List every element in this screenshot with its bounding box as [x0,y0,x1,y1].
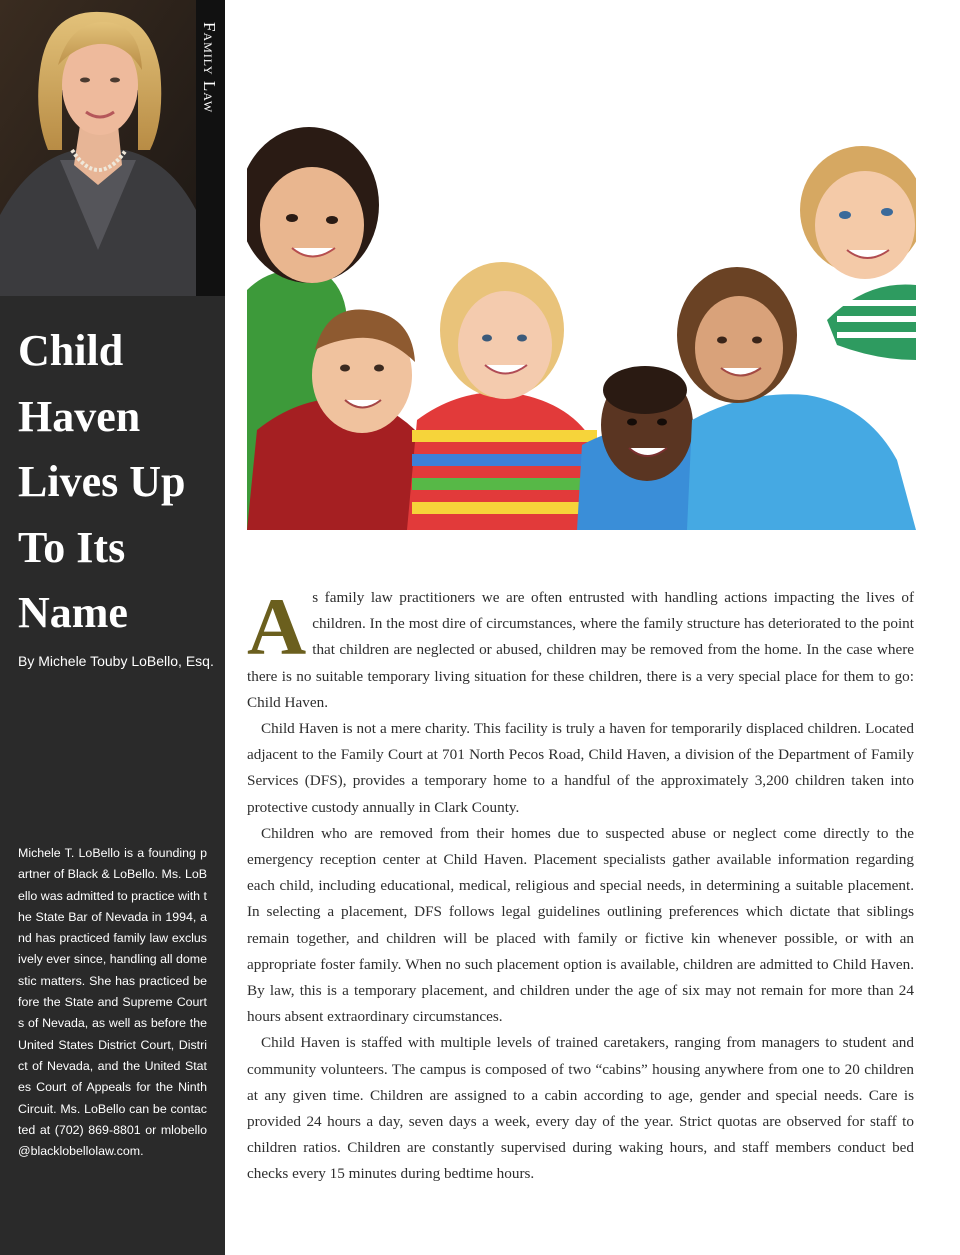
author-bio: Michele T. LoBello is a founding partner of Black & LoBello. Ms. LoBello was admitted to practice with the State Bar of Nevada in 1994, and has practiced family law exclusively ever since, handling all domestic matters. She has practiced before the State and Supreme Courts of Nevada, as well as before the United States District Court, District of Nevada, and the United States Court of Appeals for the Ninth Circuit. Ms. LoBello can be contacted at (702) 869-8801 or mlobello@blacklobellolaw.com. [18,846,207,1159]
drop-cap: A [247,581,307,672]
author-portrait [0,0,196,296]
headline-line: Haven [18,391,141,441]
paragraph-text: s family law practitioners we are often entrusted with handling actions impacting the lives of children. In the most dire of circumstances, where the family structure has deteriorated to the point that children are neglected or abused, children may be removed from the home. In the case where there is no suitable temporary living situation for these children, there is a very special place for them to go: Child Haven. [247,589,914,711]
section-tab [196,0,225,296]
headline-line: Name [18,588,128,637]
article-body [247,581,914,1188]
article-paragraph-1 [247,581,914,716]
article-paragraph-2: Child Haven is not a mere charity. This facility is truly a haven for temporarily displaced children. Located adjacent to the Family Court at 701 North Pecos Road, Child Haven, a division of the Department of Family Services (DFS), provides a temporary home to a handful of the approximately 3,200 children taken into protective custody annually in Clark County. [247,720,914,816]
article-paragraph-4: Child Haven is staffed with multiple levels of trained caretakers, ranging from managers to student and community volunteers. The campus is composed of two “cabins” housing anywhere from one to 20 children at any given time. Children are assigned to a cabin according to age, gender and special needs. Care is provided 24 hours a day, seven days a week, every day of the year. Strict quotas are observed for staff to children ratios. Children are constantly supervised during waking hours, and staff members conduct bed checks every 15 minutes during bedtime hours. [247,1034,914,1183]
headline-line: To Its [18,522,126,572]
article-headline [18,318,218,646]
author-sidebar [0,0,225,1255]
headline-line: Lives Up [18,457,186,506]
headline-line: Child [18,326,124,375]
hero-photo-children [247,100,916,530]
byline: By Michele Touby LoBello, Esq. [18,653,214,669]
section-label: Family Law [200,22,219,114]
article-paragraph-3: Children who are removed from their homes due to suspected abuse or neglect come directly to the emergency reception center at Child Haven. Placement specialists gather available information regarding each child, including educational, medical, religious and special needs, in determining a suitable placement. In selecting a placement, DFS follows legal guidelines outlining preferences which dictate that siblings remain together, and children will be placed with family or fictive kin whenever possible, or with an appropriate foster family. When no such placement option is available, children are admitted to Child Haven. By law, this is a temporary placement, and children under the age of six may not remain for more than 24 hours absent extraordinary circumstances. [247,824,914,1026]
